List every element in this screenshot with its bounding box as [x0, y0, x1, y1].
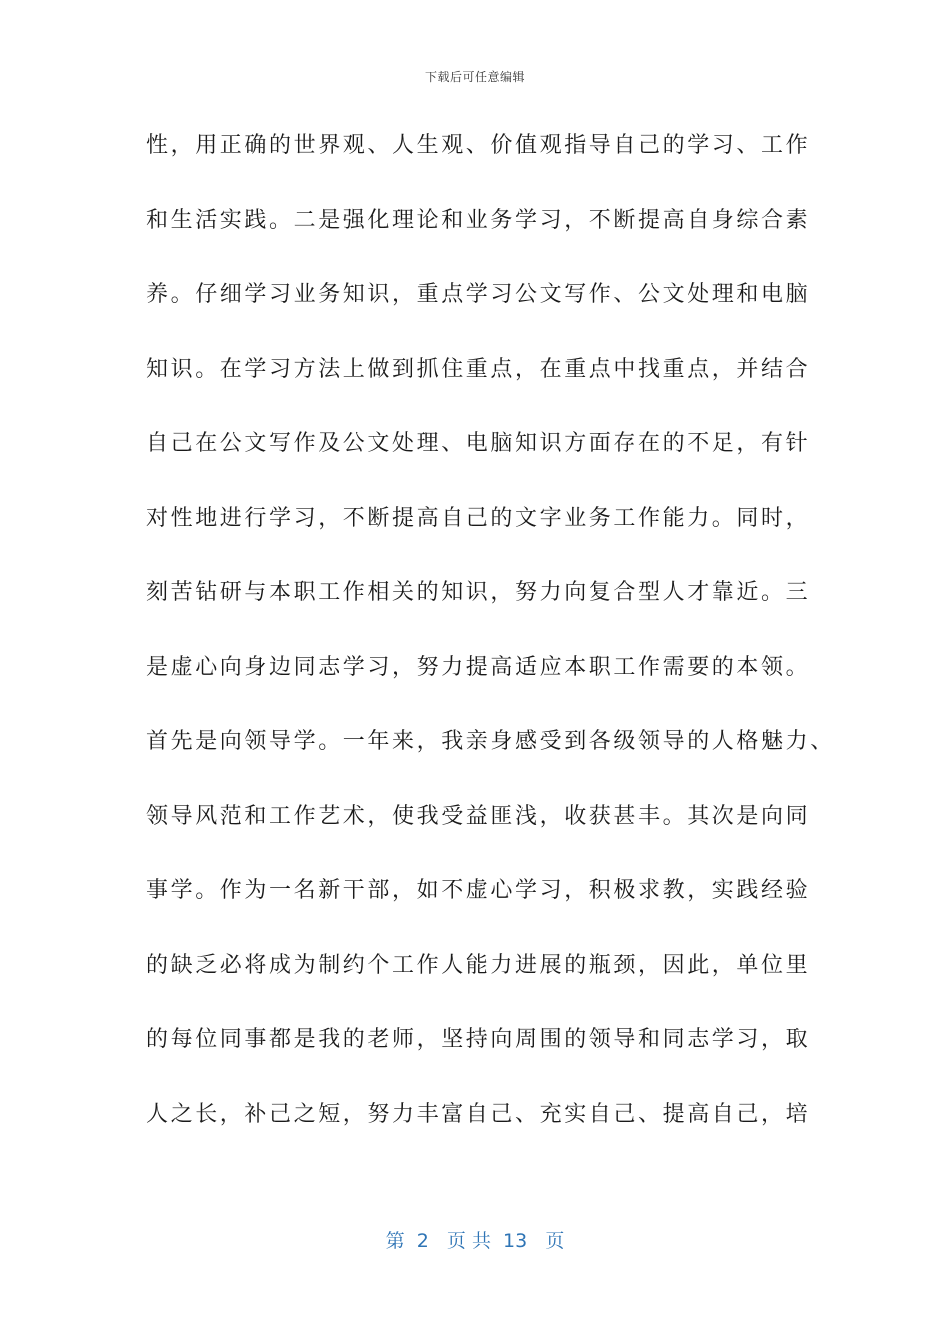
- text-line: 的缺乏必将成为制约个工作人能力进展的瓶颈，因此，单位里: [146, 952, 811, 978]
- text-line: 的每位同事都是我的老师，坚持向周围的领导和同志学习，取: [146, 1027, 811, 1052]
- text-line: 对性地进行学习，不断提高自己的文字业务工作能力。同时，: [146, 505, 811, 531]
- text-line: 自己在公文写作及公文处理、电脑知识方面存在的不足，有针: [146, 431, 811, 456]
- text-line: 知识。在学习方法上做到抓住重点，在重点中找重点，并结合: [146, 356, 811, 382]
- text-line: 首先是向领导学。一年来，我亲身感受到各级领导的人格魅力、: [146, 729, 835, 754]
- text-line: 刻苦钻研与本职工作相关的知识，努力向复合型人才靠近。三: [146, 580, 811, 605]
- page-number-footer: 第 2 页 共 13 页: [385, 1230, 565, 1252]
- text-line: 和生活实践。二是强化理论和业务学习，不断提高自身综合素: [146, 207, 811, 233]
- text-line: 领导风范和工作艺术，使我受益匪浅，收获甚丰。其次是向同: [146, 803, 811, 829]
- header-note: 下载后可任意编辑: [424, 70, 525, 84]
- text-line: 是虚心向身边同志学习，努力提高适应本职工作需要的本领。: [146, 654, 811, 680]
- text-line: 养。仔细学习业务知识，重点学习公文写作、公文处理和电脑: [146, 282, 811, 307]
- text-line: 事学。作为一名新干部，如不虚心学习，积极求教，实践经验: [146, 878, 811, 903]
- text-line: 人之长，补己之短，努力丰富自己、充实自己、提高自己，培: [146, 1101, 811, 1127]
- body-text: [146, 124, 835, 1167]
- text-line: 性，用正确的世界观、人生观、价值观指导自己的学习、工作: [146, 133, 811, 158]
